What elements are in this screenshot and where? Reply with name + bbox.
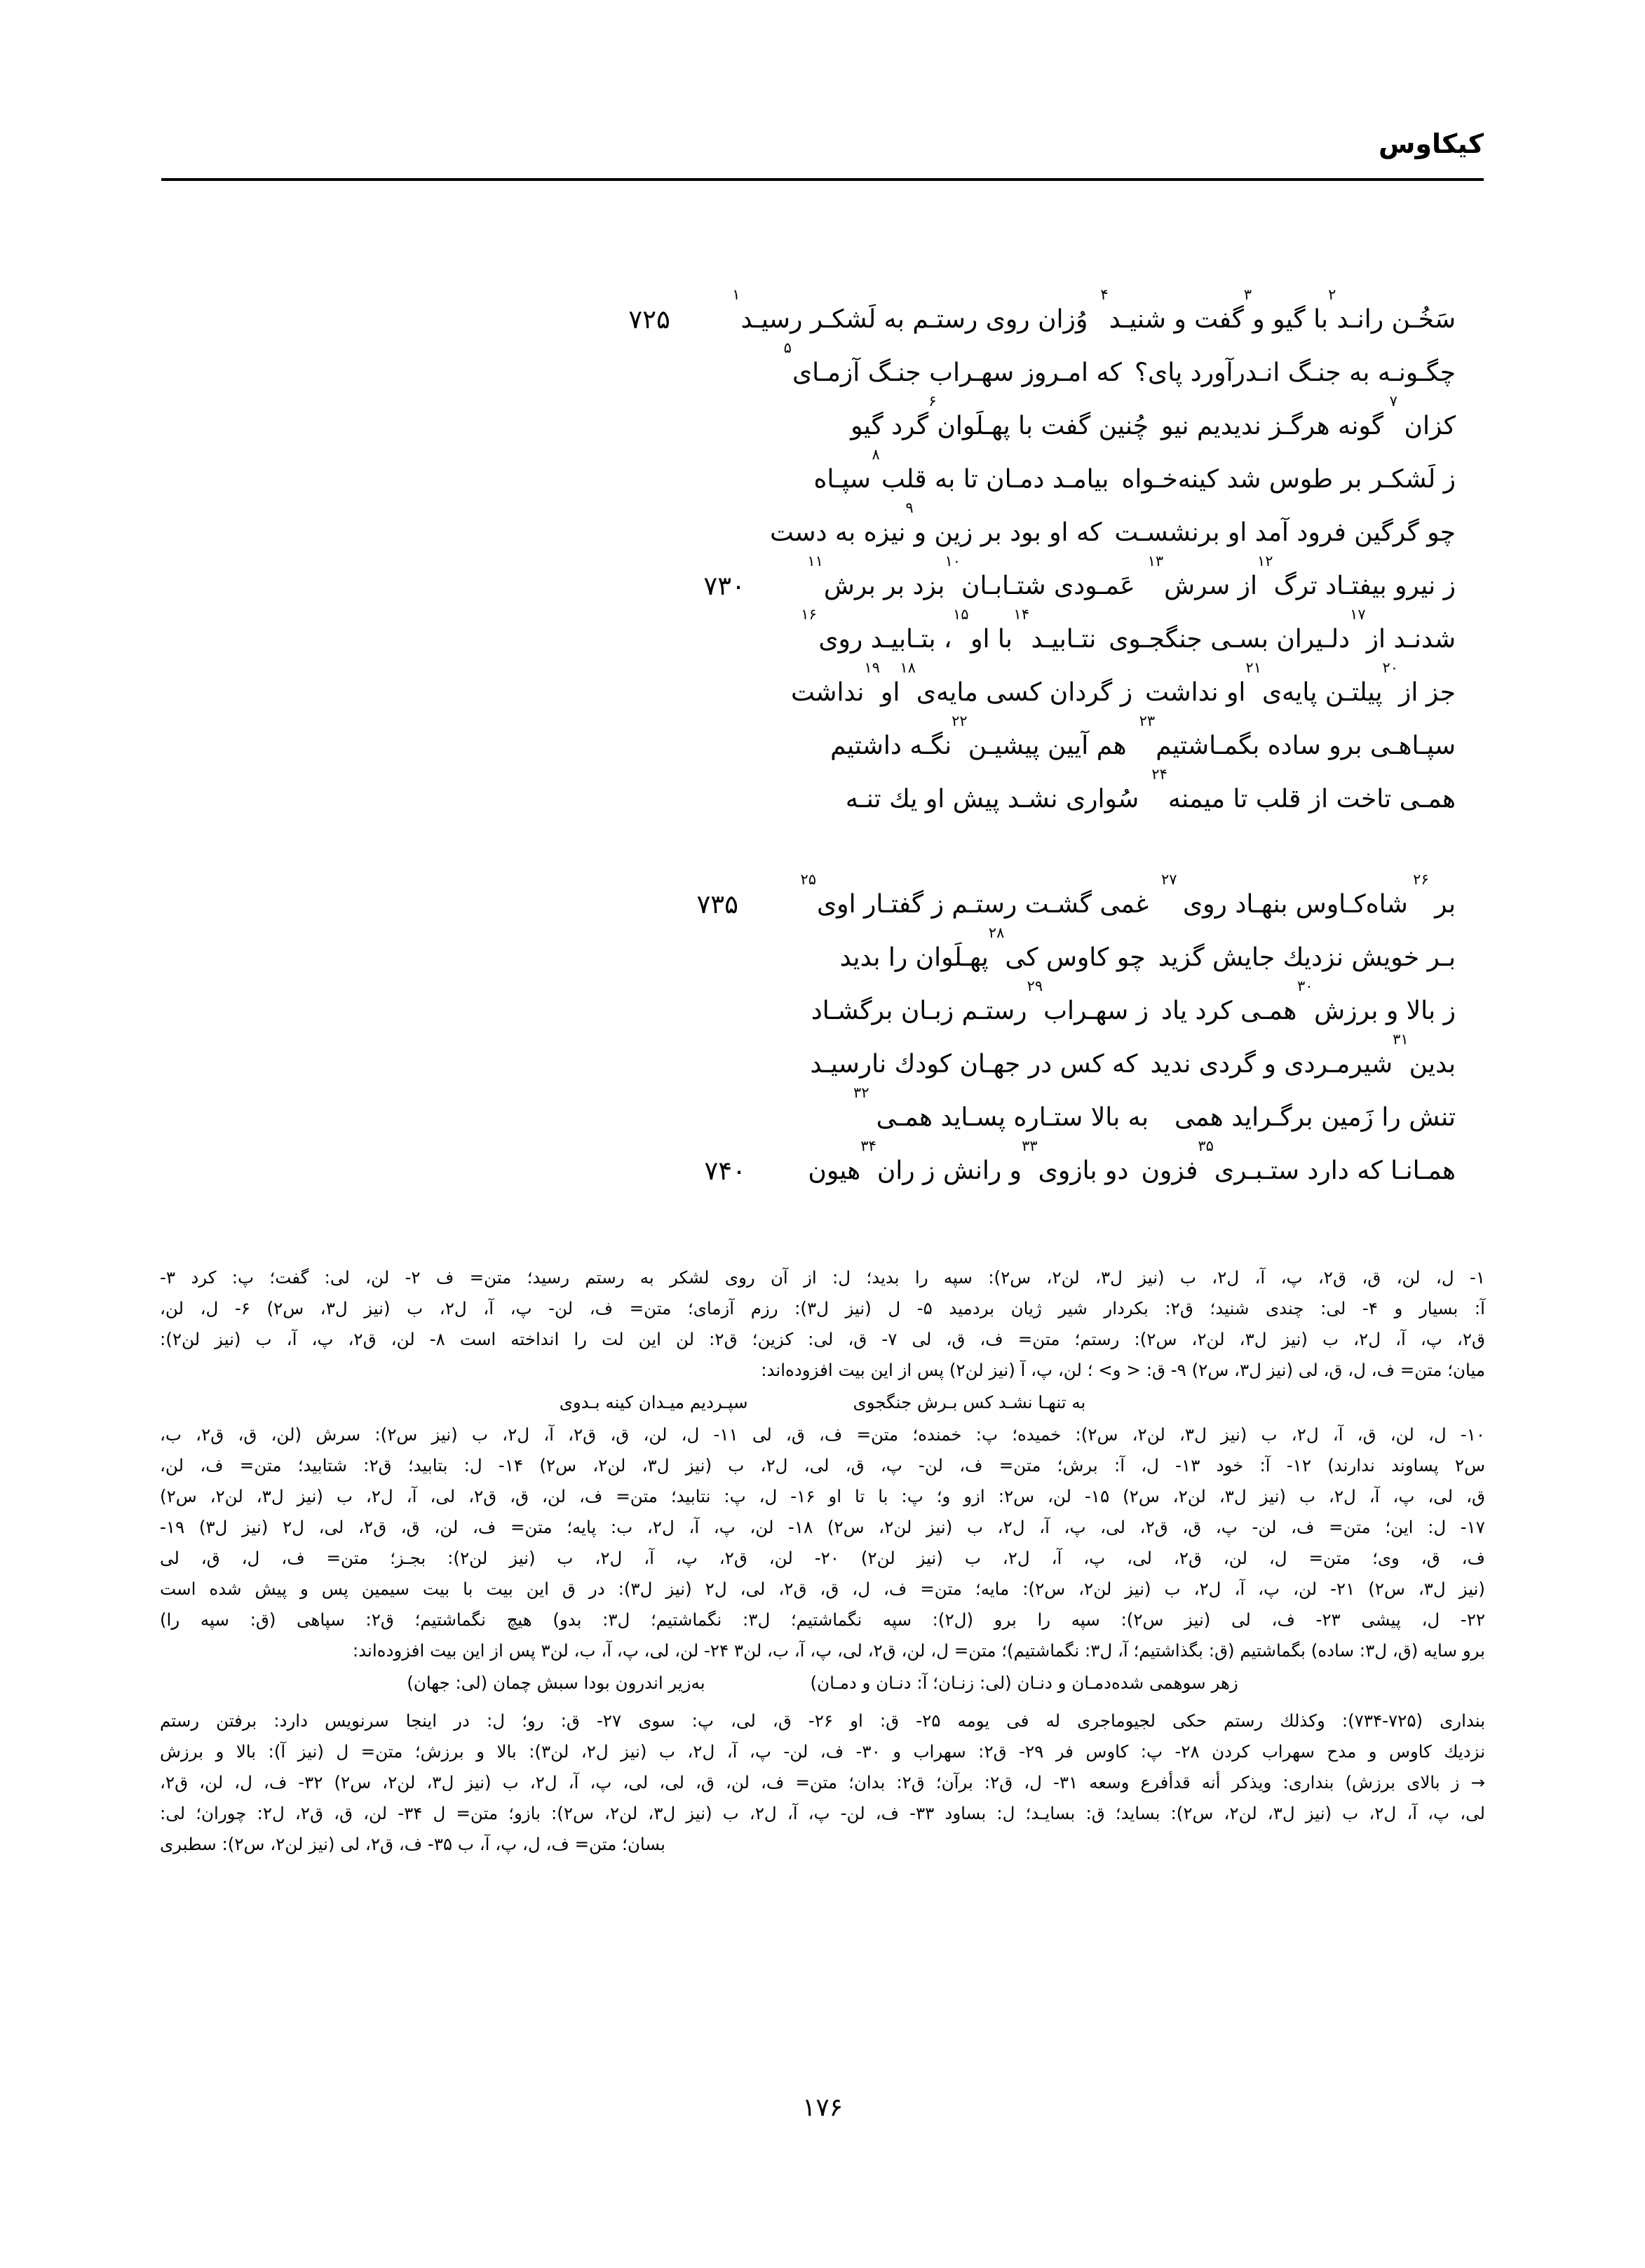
hemistich-right-text: دو بازوی [1038, 1156, 1129, 1185]
verse-row [161, 871, 1484, 933]
hemistich-right [793, 978, 1154, 1037]
hemistich-left-text: جز از [1399, 678, 1456, 707]
hemistich-right [795, 446, 1114, 505]
hemistich-right [835, 1084, 1154, 1143]
variant-marker: ۲۹ [1027, 978, 1043, 994]
hemistich-right [812, 713, 1132, 771]
verse-row [161, 606, 1484, 668]
variant-marker: ۲۵ [800, 871, 816, 888]
hemistich-right [822, 924, 1151, 983]
hemistich-right [832, 393, 1154, 452]
hemistich-right [766, 339, 1128, 398]
apparatus-inserted-verse [160, 1668, 1485, 1699]
variant-marker: ۱۶ [801, 606, 817, 623]
apparatus-inserted-verse [160, 1387, 1485, 1418]
variant-marker: ۳۱ [1393, 1031, 1409, 1048]
apparatus-line: آ: بسیار و ۴- لی: چندی شنید؛ ق۲: بکردار شیر ژیان بردمید ۵- ل (نیز ل۳): رزم آزمای؛ متن= ف، لن- پ، آ، ل۲، ب (نیز ل۳، س۲) ۶- ل، لن، [160, 1298, 1485, 1318]
variant-marker: ۳۵ [1198, 1138, 1214, 1154]
hemistich-right-text-b: پهـلَوان را بدید [839, 943, 989, 972]
hemistich-right-text: چُنین گفت با پهـلَوان [937, 412, 1149, 440]
critical-apparatus [160, 1262, 1485, 1860]
verse-row [161, 553, 1484, 614]
apparatus-line: ق۲، پ، آ، ل۲، ب (نیز ل۳، لن۲، س۲): رستم؛ متن= ف، ق، لی ۷- ق، لی: کزین؛ ق۲: لن این لت را انداخته است ۸- لن، ق۲، پ، آ، ب (نیز لن۲): [160, 1329, 1485, 1349]
hemistich-right-text-b: گرد گیو [851, 412, 929, 440]
hemistich-right [714, 286, 1093, 345]
variant-marker: ۵ [783, 339, 792, 356]
hemistich-right [825, 774, 1144, 825]
hemistich-right-text: وُزان روی رستـم به لَشکـر رسیـد [740, 305, 1088, 334]
verse-row [161, 924, 1484, 986]
variant-marker: ۲۴ [1151, 766, 1167, 783]
inserted-verse-pair [160, 1387, 1485, 1418]
hemistich-right-text-b: و رانش ز ران [876, 1156, 1022, 1185]
hemistich-left-text-b: فزون [1141, 1156, 1198, 1185]
apparatus-line: ۱۰- ل، لن، ق، آ، ل۲، ب (نیز ل۳، لن۲، س۲): خمیده؛ پ: خمنده؛ متن= ف، ق، لی ۱۱- ل، لن، ق، ق۲، آ، ل۲، ب (نیز س۲): سرش (لن، ق، ق۲، ب، [160, 1424, 1486, 1445]
verse-row [161, 978, 1484, 1039]
variant-marker: ۷ [1389, 393, 1397, 410]
hemistich-left-text: سَخُـن رانـد [1336, 305, 1456, 334]
verse-row [161, 766, 1484, 828]
variant-marker: ۱۵ [953, 606, 969, 623]
hemistich-right [789, 553, 1140, 612]
variant-marker: ۳۰ [1297, 978, 1313, 994]
verse-row [161, 1084, 1484, 1146]
variant-marker: ۱۳ [1147, 553, 1164, 569]
hemistich-left-text-b: از سرش [1164, 572, 1257, 600]
hemistich-right [773, 659, 1138, 718]
variant-marker: ۱۹ [864, 659, 880, 676]
apparatus-commentary-line: بنداری (۷۲۵-۷۳۴): وکذلك رستم حکی لجیوماجری له فی یومه ۲۵- ق: او ۲۶- ق، لی، پ: سوی ۲۷- ق: رو؛ ل: در اینجا سرنویس دارد: برفتن رستم [160, 1710, 1486, 1731]
variant-marker: ۲۱ [1245, 659, 1261, 676]
hemistich-left-text: کزان [1404, 412, 1456, 440]
verse-row [161, 659, 1484, 721]
hemistich-right [790, 1138, 1134, 1196]
hemistich-left [1114, 454, 1484, 505]
hemistich-left-text-c: گفت و شنیـد [1109, 305, 1244, 334]
apparatus-line: س۲ پساوند ندارند) ۱۲- آ: خود ۱۳- ل، آ: برش؛ متن= ف، لن- پ، ق، لی، ل۲، ب (نیز ل۳، لن۲، س۲) ۱۴- ل: بتابید؛ ق۲: شتابید؛ متن= ف، لن، [160, 1455, 1485, 1476]
verse-block [161, 286, 1484, 1199]
hemistich-left-text: ز لَشکـر بر طوس شد کینه‌خـواه [1121, 465, 1456, 494]
hemistich-right-text: ز گردان کسی مایه‌ی [916, 678, 1133, 707]
hemistich-right-text-b: او [880, 678, 900, 707]
hemistich-left [1141, 553, 1484, 612]
hemistich-right [782, 871, 1154, 930]
variant-marker: ۲۰ [1382, 659, 1399, 676]
hemistich-right-text: غمی گشـت رستـم ز گفتـار اوی [817, 890, 1149, 919]
hemistich-left-text: شدنـد از [1366, 625, 1456, 654]
verse-row [161, 339, 1484, 401]
hemistich-left-text: چگـونـه به جنـگ انـدرآورد پای؟ [1134, 358, 1456, 387]
hemistich-right-text: بیامـد دمـان تا به قلب [881, 465, 1109, 494]
hemistich-left [1128, 348, 1484, 398]
hemistich-right-text: عَمـودی شتـابـان [961, 572, 1135, 600]
verse-number: ۷۴۰ [704, 1156, 747, 1186]
hemistich-left-text-b: پیلتـن پایه‌ی [1261, 678, 1383, 707]
hemistich-left-text-b: شاه‌کـاوس بنهـاد روی [1182, 890, 1408, 919]
hemistich-left [1151, 933, 1484, 983]
hemistich-left-text: بـر خویش نزدیك جایش گزید [1158, 943, 1456, 972]
variant-marker: ۱۱ [807, 553, 823, 569]
hemistich-left-text-b: دلـیران بسـی جنگجـوی [1109, 625, 1350, 654]
hemistich-left [1154, 393, 1484, 452]
apparatus-commentary-line: → ز بالای برزش) بنداری: ویذکر أنه قدأفرع وسعه ۳۱- ل، ق۲: برآن؛ ق۲: بدان؛ متن= ف، لن، ق، لی، لی، پ، آ، ل۲، ب (نیز ل۳، لن۲، س۲) ۳۲- ف، ل، لن، ق۲، [160, 1772, 1485, 1793]
hemistich-right [783, 606, 1102, 665]
variant-marker: ۹ [905, 499, 914, 516]
verse-row [161, 393, 1484, 454]
hemistich-right-text-b: رستـم زبـان برگشـاد [811, 997, 1027, 1025]
hemistich-left-text-b: همـی کرد یاد [1161, 997, 1297, 1025]
variant-marker: ۶ [928, 393, 937, 410]
hemistich-right [752, 499, 1107, 558]
verse-number: ۷۲۵ [628, 304, 670, 335]
hemistich-right-text-c: نداشت [790, 678, 865, 707]
hemistich-right-text: هم آیین پیشیـن [968, 731, 1127, 760]
hemistich-left-text-c: او نداشت [1145, 678, 1246, 707]
hemistich-right-text: چو کاوس کی [1005, 943, 1146, 972]
hemistich-right-text: نتـابیـد [1031, 625, 1097, 654]
hemistich-right-text-b: نگـه داشتیم [830, 731, 952, 760]
hemistich-right-text: ز سهـراب [1043, 997, 1149, 1025]
hemistich-left [1154, 978, 1484, 1037]
variant-marker: ۲ [1328, 286, 1336, 303]
hemistich-left [1138, 659, 1484, 718]
hemistich-left [1144, 766, 1484, 825]
variant-marker: ۱۸ [900, 659, 916, 676]
apparatus-line: ف، ق، وی؛ متن= ل، لن، ق۲، لی، پ، آ، ل۲، ب (نیز لن۲) ۲۰- لن، ق۲، پ، آ، ل۲، ب (نیز لن۲): بجـز؛ متن= ف، ل، ق، لی [160, 1548, 1485, 1568]
hemistich-left [1132, 713, 1484, 771]
hemistich-left [1154, 1093, 1484, 1143]
variant-marker: ۲۶ [1413, 871, 1429, 888]
hemistich-right-text-c: هیون [808, 1156, 861, 1185]
variant-marker: ۱۷ [1350, 606, 1366, 623]
variant-marker: ۱۴ [1013, 606, 1029, 623]
hemistich-left-text: تنش را زَمین برگـراید همی [1174, 1103, 1456, 1132]
hemistich-left-text: همـانـا که دارد ستـبـری [1214, 1156, 1456, 1185]
apparatus-line: ۱۷- ل: این؛ متن= ف، لن- پ، ق، ق۲، لی، پ، آ، ل۲، ب (نیز لن۲، س۲) ۱۸- لن، پ، آ، ل۲، ب: پایه؛ متن= ف، لن، ق، ق۲، لی، ل۲ (نیز ل۳) ۱۹- [160, 1517, 1485, 1537]
inserted-verse-pair [160, 1668, 1485, 1699]
variant-marker: ۴ [1100, 286, 1109, 303]
apparatus-commentary-line: لی، پ، آ، ل۲، ب (نیز ل۳، لن۲، س۲): بساید؛ ق: بسایـد؛ ل: بساود ۳۳- ف، لن- پ، آ، ل۲، ب (نیز ل۳، لن۲، س۲): بازو؛ متن= ل ۳۴- لن، ق، ق۲، ل۲: چوران؛ لی: [160, 1803, 1485, 1823]
apparatus-line: ۱- ل، لن، ق، ق۲، پ، آ، ل۲، ب (نیز ل۳، لن۲، س۲): سپه را بدید؛ ل: از آن روی لشکر به رستم رسید؛ متن= ف ۲- لن، لی: گفت؛ پ: کرد ۳- [160, 1267, 1485, 1288]
hemistich-right-text: که کس در جهـان کودك نارسیـد [810, 1050, 1138, 1079]
hemistich-left-text-b: با گیو و [1252, 305, 1329, 334]
variant-marker: ۲۸ [988, 924, 1005, 941]
hemistich-left-text: چو گرگین فرود آمد او برنشسـت [1114, 518, 1456, 547]
page-header [161, 130, 1484, 187]
inserted-hemistich-right: زهر سوهمی شده‌دمـان و دنـان (لی: زنـان؛ آ: دنـان و دمـان) [810, 1673, 1238, 1693]
hemistich-left [1102, 606, 1484, 665]
hemistich-right-text: که او بود بر زین و [914, 518, 1102, 547]
hemistich-left [1093, 286, 1484, 345]
hemistich-left-text: بر [1435, 890, 1456, 919]
hemistich-left [1154, 871, 1484, 930]
inserted-hemistich-left: به‌زیر اندرون بودا سبش چمان (لی: جهان) [407, 1673, 705, 1693]
apparatus-line: میان؛ متن= ف، ل، ق، لی (نیز ل۳، س۲) ۹- ق: < و> ؛ لن، پ، آ (نیز لن۲) پس از این بیت افزوده‌اند: [761, 1360, 1485, 1380]
hemistich-right-text-b: سپـاه [813, 465, 871, 494]
apparatus-line: (نیز ل۳، س۲) ۲۱- لن، پ، آ، ل۲، ب (نیز لن۲، س۲): مایه؛ متن= ف، ل، ق، ق۲، لی، ل۲ (نیز ل۳): در ق این بیت با بیت سیمین پس و پیش شده است [160, 1579, 1485, 1599]
verse-row [161, 446, 1484, 508]
apparatus-commentary-line: نزدیك کاوس و مدح سهراب کردن ۲۸- پ: کاوس فر ۲۹- ق۲: سهراب و ۳۰- ف، لن- پ، آ، ل۲، ب (نیز ل۲، لن۳): بالا و برزش؛ متن= ل (نیز آ): بالا و برزش [160, 1741, 1486, 1762]
page-number: ۱۷۶ [801, 2093, 843, 2122]
variant-marker: ۸ [872, 446, 880, 463]
hemistich-right-text: سُواری نشـد پیش او یك تنـه [845, 785, 1139, 814]
apparatus-line: ق، لی، پ، آ، ل۲، ب (نیز ل۳، لن۲، س۲) ۱۵- لن، س۲: ازو و؛ پ: با تا او ۱۶- ل، پ: نتابید؛ متن= ف، لن، ق، ق۲، لی، آ، ل۲، ب (نیز ل۳، لن۲، س۲) [160, 1486, 1485, 1506]
hemistich-left [1107, 508, 1484, 558]
inserted-hemistich-right: به تنهـا نشـد کس بـرش جنگجوی [853, 1392, 1086, 1412]
variant-marker: ۱ [732, 286, 740, 303]
variant-marker: ۳۳ [1022, 1138, 1038, 1154]
variant-marker: ۲۷ [1161, 871, 1177, 888]
hemistich-right-text-b: نیزه به دست [770, 518, 906, 547]
hemistich-left-text: همـی تاخت از قلب تا میمنه [1167, 785, 1456, 814]
variant-marker: ۱۰ [945, 553, 961, 569]
variant-marker: ۲۲ [952, 713, 968, 729]
hemistich-left-text: سپـاهـی برو ساده بگمـاشتیم [1156, 731, 1456, 760]
variant-marker: ۳۴ [860, 1138, 876, 1154]
variant-marker: ۱۲ [1257, 553, 1273, 569]
hemistich-left-text: ز بالا و برزش [1314, 997, 1456, 1025]
hemistich-right-text-b: با او [970, 625, 1013, 654]
apparatus-line: ۲۲- ل، پیشی ۲۳- ف، لی (نیز س۲): سپه را برو (ل۲): سپه نگماشتیم؛ ل۳: نگماشتیم؛ ل۳: بدو) هیچ نگماشتیم؛ ق۲: سپاهی (ق: سپه را) [160, 1609, 1486, 1630]
verse-number: ۷۳۰ [703, 571, 745, 601]
hemistich-right [792, 1039, 1143, 1090]
hemistich-left [1144, 1031, 1484, 1090]
verse-row [161, 713, 1484, 774]
verse-number: ۷۳۵ [696, 889, 739, 919]
hemistich-right-text-b: بزد بر برش [823, 572, 945, 600]
hemistich-left [1134, 1138, 1484, 1196]
header-divider-rule [161, 178, 1484, 181]
hemistich-left-text-b: گونه هرگـز ندیدیم نیو [1161, 412, 1384, 440]
variant-marker: ۲۳ [1139, 713, 1156, 729]
variant-marker: ۳۲ [853, 1084, 869, 1101]
hemistich-right-text-c: ، بتـابیـد روی [818, 625, 952, 654]
running-head-title: کیکاوس [1378, 128, 1484, 159]
apparatus-commentary-line: بسان؛ متن= ف، ل، پ، آ، ب ۳۵- ف، ق۲، لی (نیز لن۲، س۲): سطبری [160, 1834, 665, 1854]
hemistich-left-text: بدین [1409, 1050, 1456, 1079]
verse-row [161, 1138, 1484, 1199]
verse-row [161, 286, 1484, 348]
inserted-hemistich-left: سپـردیم میـدان کینه بـدوی [559, 1392, 748, 1412]
variant-marker: ۳ [1243, 286, 1252, 303]
apparatus-line: برو سایه (ق، ل۳: ساده) بگماشتیم (ق: بگذاشتیم؛ آ، ل۳: نگماشتیم)؛ متن= ل، لن، ق۲، لی، پ، آ، ب، لن۳ ۲۴- لن، لی، پ، آ، ب، لن۳ پس از این بیت افزوده‌اند: [352, 1640, 1485, 1661]
hemistich-left-text: ز نیرو بیفتـاد ترگ [1273, 572, 1456, 600]
verse-group-spacer [161, 828, 1484, 879]
verse-row [161, 1031, 1484, 1093]
hemistich-right-text: که امـروز سهـراب جنـگ آزمـای [792, 358, 1122, 387]
hemistich-left-text-b: شیرمـردی و گردی ندید [1150, 1050, 1393, 1079]
hemistich-right-text: به بالا ستـاره پسـاید همـی [876, 1103, 1149, 1132]
